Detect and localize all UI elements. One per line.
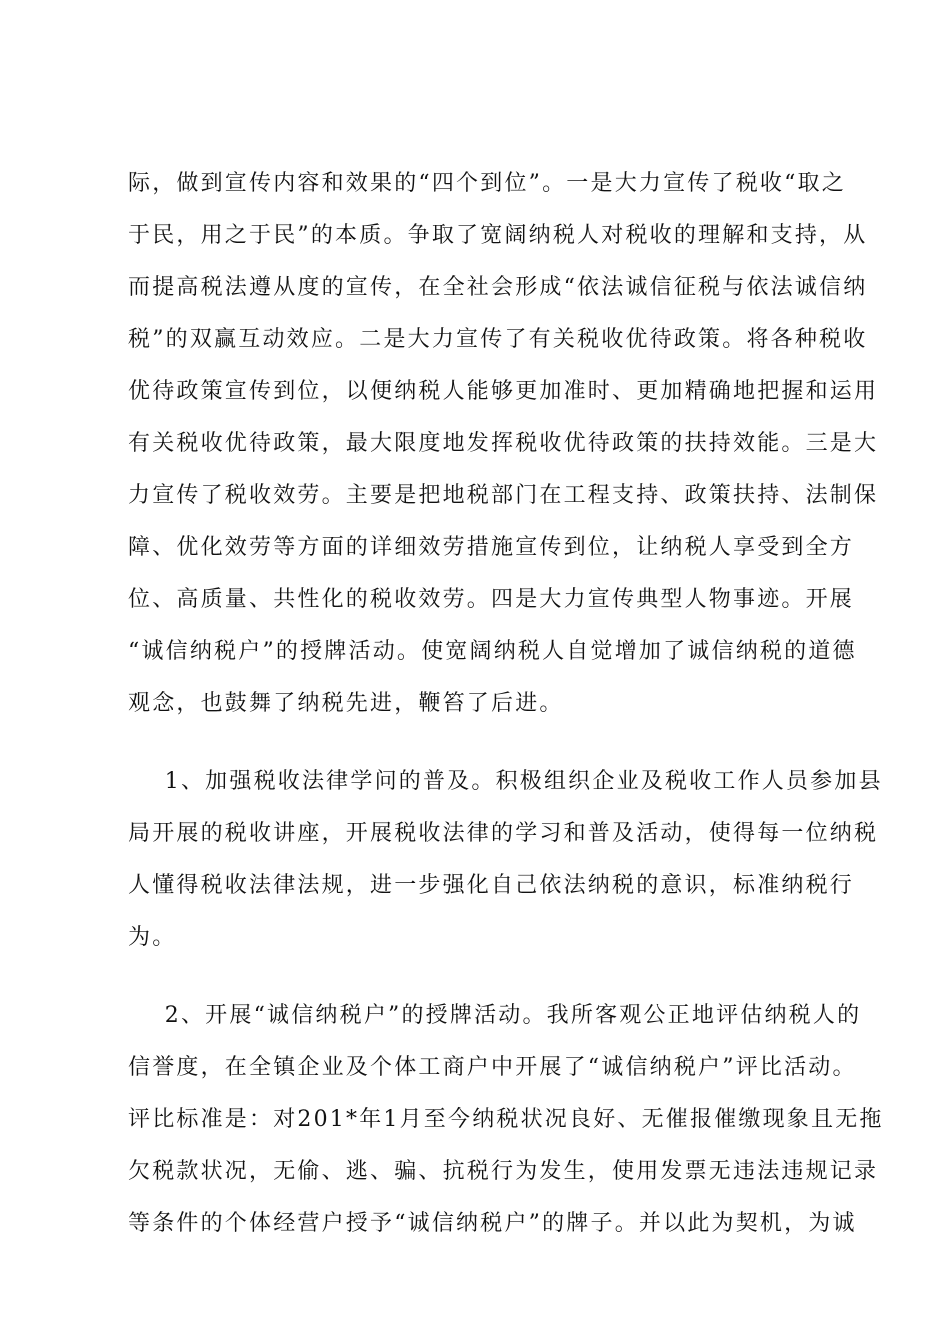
paragraph-spacing <box>128 964 828 990</box>
text-line: 人懂得税收法律法规，进一步强化自己依法纳税的意识，标准纳税行 <box>128 873 855 898</box>
text-line: 等条件的个体经营户授予“诚信纳税户”的牌子。并以此为契机，为诚 <box>128 1211 857 1236</box>
paragraph-item-1 <box>128 756 883 964</box>
text-line: 1、加强税收法律学问的普及。积极组织企业及税收工作人员参加县 <box>128 769 883 794</box>
text-line: 信誉度，在全镇企业及个体工商户中开展了“诚信纳税户”评比活动。 <box>128 1055 857 1080</box>
text-line: “诚信纳税户”的授牌活动。使宽阔纳税人自觉增加了诚信纳税的道德 <box>128 639 857 664</box>
text-line: 2、开展“诚信纳税户”的授牌活动。我所客观公正地评估纳税人的 <box>128 1003 862 1028</box>
text-line: 税”的双赢互动效应。二是大力宣传了有关税收优待政策。将各种税收 <box>128 327 868 352</box>
paragraph-publicity <box>128 158 879 730</box>
text-line: 为。 <box>128 925 177 950</box>
paragraph-item-2 <box>128 990 884 1250</box>
text-line: 评比标准是：对201*年1月至今纳税状况良好、无催报催缴现象且无拖 <box>128 1107 884 1132</box>
text-line: 位、高质量、共性化的税收效劳。四是大力宣传典型人物事迹。开展 <box>128 587 855 612</box>
text-line: 力宣传了税收效劳。主要是把地税部门在工程支持、政策扶持、法制保 <box>128 483 879 508</box>
document-body <box>128 158 884 1250</box>
text-line: 优待政策宣传到位，以便纳税人能够更加准时、更加精确地把握和运用 <box>128 379 879 404</box>
text-line: 局开展的税收讲座，开展税收法律的学习和普及活动，使得每一位纳税 <box>128 821 879 846</box>
text-line: 障、优化效劳等方面的详细效劳措施宣传到位，让纳税人享受到全方 <box>128 535 855 560</box>
text-line: 有关税收优待政策，最大限度地发挥税收优待政策的扶持效能。三是大 <box>128 431 879 456</box>
text-line: 际，做到宣传内容和效果的“四个到位”。一是大力宣传了税收“取之 <box>128 171 846 196</box>
text-line: 欠税款状况，无偷、逃、骗、抗税行为发生，使用发票无违法违规记录 <box>128 1159 879 1184</box>
text-line: 而提高税法遵从度的宣传，在全社会形成“依法诚信征税与依法诚信纳 <box>128 275 868 300</box>
text-line: 观念，也鼓舞了纳税先进，鞭笞了后进。 <box>128 691 564 716</box>
paragraph-spacing <box>128 730 828 756</box>
text-line: 于民，用之于民”的本质。争取了宽阔纳税人对税收的理解和支持，从 <box>128 223 868 248</box>
